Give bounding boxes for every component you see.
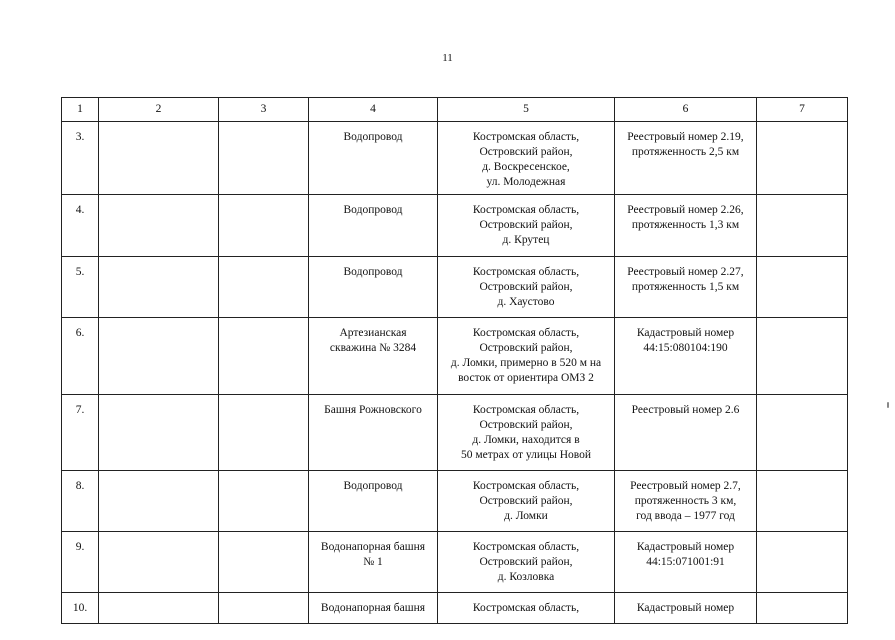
- object-name-cell: [309, 532, 438, 593]
- column-header: 3: [219, 98, 309, 122]
- object-name-cell: [309, 195, 438, 257]
- info-line: Кадастровый номер: [636, 602, 735, 614]
- column-header: 1: [62, 98, 99, 122]
- object-name-cell: [309, 593, 438, 624]
- address-line: Островский район,: [479, 419, 573, 431]
- column-header: 2: [99, 98, 219, 122]
- info-cell: [615, 593, 757, 624]
- row-number: 6.: [62, 318, 99, 395]
- object-name-line: Водопровод: [343, 480, 403, 492]
- cell-col2: [99, 395, 219, 471]
- object-name-line: Водопровод: [343, 204, 403, 216]
- table-row: [62, 257, 848, 318]
- object-name-line: Водонапорная башня: [320, 541, 426, 553]
- table-row: [62, 195, 848, 257]
- address-line: Костромская область,: [472, 266, 580, 278]
- row-number: 8.: [62, 471, 99, 532]
- cell-col3: [219, 471, 309, 532]
- table-row: [62, 395, 848, 471]
- address-cell: [438, 318, 615, 395]
- info-line: протяженность 3 км,: [634, 495, 737, 507]
- address-line: 50 метрах от улицы Новой: [460, 449, 592, 461]
- cell-col7: [757, 195, 848, 257]
- row-number: 3.: [62, 122, 99, 195]
- row-number: 10.: [62, 593, 99, 624]
- address-cell: [438, 195, 615, 257]
- address-line: д. Хаустово: [497, 296, 555, 308]
- address-line: восток от ориентира ОМЗ 2: [458, 372, 594, 384]
- info-line: Реестровый номер 2.26,: [627, 204, 744, 216]
- info-line: протяженность 1,3 км: [631, 219, 740, 231]
- cell-col7: [757, 257, 848, 318]
- info-line: Реестровый номер 2.27,: [627, 266, 744, 278]
- info-line: Кадастровый номер: [636, 327, 735, 339]
- info-cell: [615, 471, 757, 532]
- table-row: [62, 471, 848, 532]
- column-header: 7: [757, 98, 848, 122]
- address-line: Костромская область,: [472, 602, 580, 614]
- column-number-row: [62, 98, 848, 122]
- cell-col3: [219, 195, 309, 257]
- table-row: [62, 593, 848, 624]
- address-cell: [438, 593, 615, 624]
- cell-col3: [219, 122, 309, 195]
- info-line: протяженность 1,5 км: [631, 281, 740, 293]
- address-line: ул. Молодежная: [486, 176, 566, 188]
- cell-col7: [757, 471, 848, 532]
- address-line: д. Ломки: [504, 510, 548, 522]
- row-number: 5.: [62, 257, 99, 318]
- info-cell: [615, 257, 757, 318]
- info-line: Кадастровый номер: [636, 541, 735, 553]
- address-line: д. Воскресенское,: [482, 161, 570, 173]
- cell-col3: [219, 318, 309, 395]
- cell-col3: [219, 593, 309, 624]
- cell-col2: [99, 471, 219, 532]
- object-name-cell: [309, 395, 438, 471]
- info-cell: [615, 195, 757, 257]
- cell-col2: [99, 257, 219, 318]
- address-line: д. Ломки, примерно в 520 м на: [450, 357, 602, 369]
- row-number: 9.: [62, 532, 99, 593]
- cell-col7: [757, 593, 848, 624]
- object-name-line: Водопровод: [343, 131, 403, 143]
- info-line: Реестровый номер 2.19,: [627, 131, 744, 143]
- object-name-line: скважина № 3284: [329, 342, 417, 354]
- info-cell: [615, 532, 757, 593]
- address-line: Костромская область,: [472, 541, 580, 553]
- row-number: 4.: [62, 195, 99, 257]
- info-cell: [615, 318, 757, 395]
- scan-artifact: [887, 402, 889, 408]
- address-line: д. Козловка: [497, 571, 555, 583]
- info-line: год ввода – 1977 год: [636, 510, 735, 522]
- address-cell: [438, 395, 615, 471]
- address-line: Костромская область,: [472, 480, 580, 492]
- address-cell: [438, 471, 615, 532]
- object-name-cell: [309, 471, 438, 532]
- object-name-cell: [309, 257, 438, 318]
- cell-col7: [757, 532, 848, 593]
- object-name-line: № 1: [363, 556, 383, 568]
- column-header: 6: [615, 98, 757, 122]
- page-number: 11: [442, 52, 453, 64]
- info-cell: [615, 395, 757, 471]
- address-line: Островский район,: [479, 281, 573, 293]
- column-header: 5: [438, 98, 615, 122]
- info-line: протяженность 2,5 км: [631, 146, 740, 158]
- cell-col3: [219, 532, 309, 593]
- address-line: Островский район,: [479, 219, 573, 231]
- info-line: 44:15:071001:91: [646, 556, 725, 568]
- address-line: Островский район,: [479, 146, 573, 158]
- address-line: Костромская область,: [472, 327, 580, 339]
- address-line: д. Крутец: [502, 234, 550, 246]
- cell-col2: [99, 318, 219, 395]
- info-cell: [615, 122, 757, 195]
- address-line: Островский район,: [479, 495, 573, 507]
- address-cell: [438, 532, 615, 593]
- cell-col2: [99, 593, 219, 624]
- object-name-cell: [309, 318, 438, 395]
- cell-col2: [99, 195, 219, 257]
- table-row: [62, 122, 848, 195]
- row-number: 7.: [62, 395, 99, 471]
- info-line: 44:15:080104:190: [643, 342, 728, 354]
- cell-col2: [99, 122, 219, 195]
- cell-col2: [99, 532, 219, 593]
- registry-table: [61, 97, 848, 624]
- table-row: [62, 318, 848, 395]
- address-line: Костромская область,: [472, 404, 580, 416]
- object-name-line: Башня Рожновского: [324, 404, 422, 416]
- cell-col7: [757, 395, 848, 471]
- address-line: Островский район,: [479, 342, 573, 354]
- address-line: Костромская область,: [472, 131, 580, 143]
- cell-col7: [757, 318, 848, 395]
- address-line: Островский район,: [479, 556, 573, 568]
- info-line: Реестровый номер 2.6: [631, 404, 740, 416]
- cell-col3: [219, 395, 309, 471]
- object-name-line: Артезианская: [339, 327, 407, 339]
- address-line: д. Ломки, находится в: [472, 434, 580, 446]
- cell-col7: [757, 122, 848, 195]
- address-cell: [438, 122, 615, 195]
- object-name-line: Водопровод: [343, 266, 403, 278]
- cell-col3: [219, 257, 309, 318]
- object-name-line: Водонапорная башня: [320, 602, 426, 614]
- object-name-cell: [309, 122, 438, 195]
- table-row: [62, 532, 848, 593]
- address-line: Костромская область,: [472, 204, 580, 216]
- column-header: 4: [309, 98, 438, 122]
- info-line: Реестровый номер 2.7,: [630, 480, 741, 492]
- address-cell: [438, 257, 615, 318]
